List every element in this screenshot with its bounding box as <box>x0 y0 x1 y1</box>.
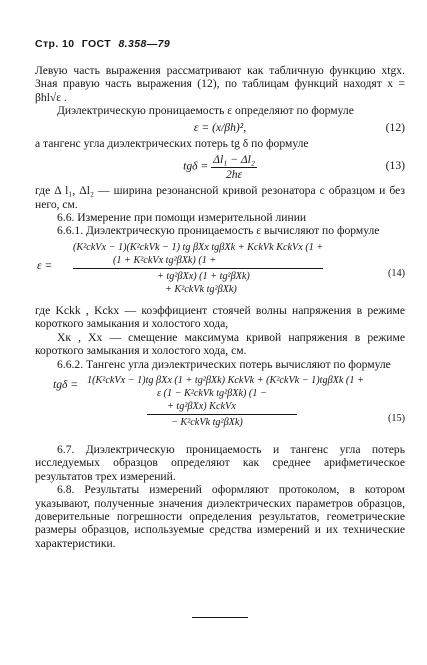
equation-15-fraction <box>87 374 364 429</box>
section-6-6-heading: 6.6. Измерение при помощи измерительной линии <box>57 211 307 225</box>
equation-15-line-2: ε (1 − K²ckVk tg²βXk) (1 − <box>157 387 267 399</box>
paragraph-permittivity: Диэлектрическую проницаемость ε определяют по формуле <box>57 104 354 118</box>
equation-14-line-1: (K²ckVx − 1)(K²ckVk − 1) tg βXx tgβXk + KckVk KckVx (1 + <box>73 241 324 253</box>
equation-15-lhs: tgδ = <box>53 377 79 391</box>
end-rule <box>192 617 248 618</box>
equation-13-lhs: tgδ = <box>183 160 209 173</box>
equation-12-number: (12) <box>385 120 405 134</box>
section-6-6-1: 6.6.1. Диэлектрическую проницаемость ε вычисляют по формуле <box>57 224 380 238</box>
equation-13-fraction <box>211 153 257 181</box>
equation-15 <box>35 374 405 440</box>
section-6-7: 6.7. Диэлектрическую проницаемость и тангенс угла потерь исследуемых образцов определяют как среднее арифметическое результатов трех измерений. <box>35 442 405 483</box>
equation-14-line-3: + tg²βXx) (1 + tg²βXk) <box>157 270 250 282</box>
equation-14 <box>35 241 405 301</box>
equation-12-expression: ε = (x/βh)², <box>193 120 247 134</box>
document-body <box>35 64 405 550</box>
equation-14-fraction <box>73 241 323 296</box>
equation-14-number: (14) <box>388 267 405 279</box>
page-header <box>35 38 407 51</box>
equation-14-fraction-bar <box>73 268 323 269</box>
equation-15-fraction-bar <box>147 414 297 415</box>
equation-13-numerator: Δl₁ − Δl₂ <box>213 153 255 167</box>
section-6-8: 6.8. Результаты измерений оформляют протоколом, в котором указывают, полученные значения диэлектрических параметров образцов, доверительные погрешности определения результатов, геометрические размеры образцов, используемые средства измерений и их технические характеристики. <box>35 483 405 550</box>
equation-12 <box>35 121 405 134</box>
paragraph-max-shift: Xк , Xx — смещение максимума кривой напряжения в режиме короткого замыкания и холостого хода, см. <box>35 330 405 358</box>
equation-14-line-4: + K²ckVk tg²βXk) <box>165 283 237 295</box>
paragraph-swr-coefficient: где Kckk , Kckx — коэффициент стоячей волны напряжения в режиме короткого замыкания и холостого хода, <box>35 303 405 331</box>
equation-13 <box>35 153 405 181</box>
paragraph-table-function: Левую часть выражения рассматривают как табличную функцию xtgx. Зная правую часть выражения (12), по таблицам функций находят x = βhl√ε . <box>35 64 405 104</box>
paragraph-tangent: а тангенс угла диэлектрических потерь tg δ по формуле <box>35 137 309 151</box>
section-6-6-2: 6.6.2. Тангенс угла диэлектрических потерь вычисляют по формуле <box>57 357 391 371</box>
equation-13-number: (13) <box>385 159 405 173</box>
equation-15-line-4: − K²ckVk tg²βXk) <box>171 416 243 428</box>
standard-number: 8.358—79 <box>118 38 171 50</box>
equation-14-lhs: ε = <box>37 258 53 272</box>
equation-14-line-2: (1 + K²ckVx tg²βXk) (1 + <box>113 254 217 266</box>
page-label: Стр. 10 <box>35 38 75 50</box>
paragraph-resonance-width: где Δ l₁, Δl₂ — ширина резонансной кривой резонатора с образцом и без него, см. <box>35 184 405 211</box>
equation-15-line-3: + tg²βXx) KckVx <box>167 400 236 412</box>
standard-label: ГОСТ <box>81 38 112 50</box>
equation-13-denominator: 2hε <box>225 167 243 181</box>
equation-15-line-1: 1(K²ckVx − 1)tg βXx (1 + tg²βXk) KckVk + (K²ckVk − 1)tgβXk (1 + <box>87 374 364 386</box>
equation-15-number: (15) <box>388 412 405 424</box>
